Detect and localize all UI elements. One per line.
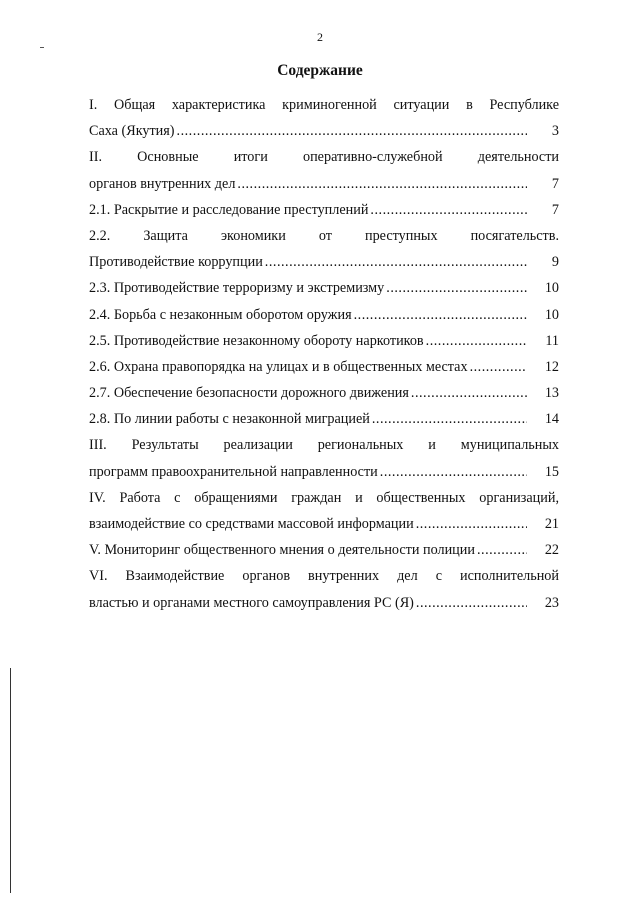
page-number: 2 (317, 30, 323, 44)
toc-entry-text-line: VI. Взаимодействие органов внутренних дел с исполнительной (89, 568, 559, 585)
dot-leader (411, 380, 527, 406)
toc-entry-text-line: IV. Работа с обращениями граждан и общественных организаций, (89, 489, 559, 506)
scan-artifact-line (10, 668, 11, 893)
scan-artifact-dot (40, 47, 44, 48)
toc-entry (89, 223, 559, 275)
toc-entry-title: взаимодействие со средствами массовой информации (89, 516, 414, 532)
dot-leader (380, 459, 527, 485)
dot-leader (470, 354, 527, 380)
dot-leader (237, 171, 527, 197)
toc-entry-leader-line (89, 171, 559, 197)
toc-entry-title: V. Мониторинг общественного мнения о деятельности полиции (89, 542, 475, 559)
toc-entry (89, 563, 559, 615)
dot-leader (426, 328, 527, 354)
toc-entry (89, 406, 559, 432)
toc-entry-text-line: II. Основные итоги оперативно-служебной деятельности (89, 149, 559, 166)
toc-entry-title: Саха (Якутия) (89, 123, 175, 140)
toc-entry-title: Противодействие коррупции (89, 254, 263, 271)
dot-leader (370, 197, 527, 223)
toc-entry-text-line: 2.2. Защита экономики от преступных посягательств. (89, 227, 559, 244)
toc-entry-leader-line (89, 118, 559, 144)
toc-entry-leader-line (89, 354, 559, 380)
toc-entry (89, 197, 559, 223)
toc-entry (89, 328, 559, 354)
toc-entry-title: программ правоохранительной направленности (89, 463, 378, 480)
toc-entry-page-number: 21 (544, 516, 559, 532)
toc-entry-leader-line (89, 537, 559, 563)
toc-entry-page-number: 10 (544, 306, 559, 323)
toc-entry-title: 2.8. По линии работы с незаконной миграцией (89, 411, 370, 428)
toc-entry-page-number: 9 (551, 254, 559, 271)
toc-entry-leader-line (89, 197, 559, 223)
dot-leader (416, 590, 527, 616)
toc-entry-leader-line (89, 302, 559, 328)
toc-entry-leader-line (89, 406, 559, 432)
toc-entry (89, 537, 559, 563)
toc-entry-leader-line (89, 275, 559, 301)
toc-entry-page-number: 13 (544, 385, 559, 402)
toc-entry-page-number: 7 (551, 175, 559, 192)
dot-leader (354, 302, 527, 328)
toc-entry-title: 2.4. Борьба с незаконным оборотом оружия (89, 306, 352, 323)
toc-entry-page-number: 15 (544, 463, 559, 480)
toc-entry-page-number: 23 (544, 594, 559, 611)
toc-entry (89, 275, 559, 301)
dot-leader (477, 537, 527, 563)
toc-entry-title: 2.3. Противодействие терроризму и экстремизму (89, 280, 385, 297)
toc-entry (89, 144, 559, 196)
dot-leader (372, 406, 527, 432)
toc-entry-text-line: III. Результаты реализации региональных и муниципальных (89, 437, 559, 454)
document-title: Содержание (277, 62, 363, 79)
toc-entry-leader-line (89, 249, 559, 275)
toc-entry-page-number: 10 (544, 280, 559, 297)
dot-leader (177, 118, 527, 144)
toc-entry-page-number: 7 (551, 201, 559, 218)
toc-entry-leader-line (89, 459, 559, 485)
toc-entry-page-number: 12 (544, 358, 559, 375)
toc-entry-leader-line (89, 380, 559, 406)
toc-entry-page-number: 3 (551, 123, 559, 140)
toc-entry-title: 2.5. Противодействие незаконному обороту наркотиков (89, 332, 424, 349)
toc-entry-title: 2.1. Раскрытие и расследование преступлений (89, 201, 369, 218)
toc-entry-leader-line (89, 590, 559, 616)
toc-entry-page-number: 11 (545, 332, 559, 349)
toc-entry-title: органов внутренних дел (89, 175, 236, 192)
toc-entry-title: 2.6. Охрана правопорядка на улицах и в общественных местах (89, 358, 468, 375)
toc-entry (89, 354, 559, 380)
toc-entry-text-line: I. Общая характеристика криминогенной ситуации в Республике (89, 97, 559, 113)
toc-entry (89, 380, 559, 406)
toc-entry (89, 92, 559, 144)
toc-entry-page-number: 22 (544, 542, 559, 559)
toc-entry-leader-line (89, 511, 559, 537)
dot-leader (265, 249, 527, 275)
toc-entry-page-number: 14 (544, 411, 559, 428)
table-of-contents (89, 92, 559, 616)
toc-entry-title: 2.7. Обеспечение безопасности дорожного движения (89, 385, 409, 402)
toc-entry (89, 302, 559, 328)
toc-entry (89, 432, 559, 484)
toc-entry (89, 485, 559, 537)
dot-leader (416, 511, 527, 537)
dot-leader (386, 275, 527, 301)
toc-entry-title: властью и органами местного самоуправления РС (Я) (89, 594, 414, 611)
toc-entry-leader-line (89, 328, 559, 354)
